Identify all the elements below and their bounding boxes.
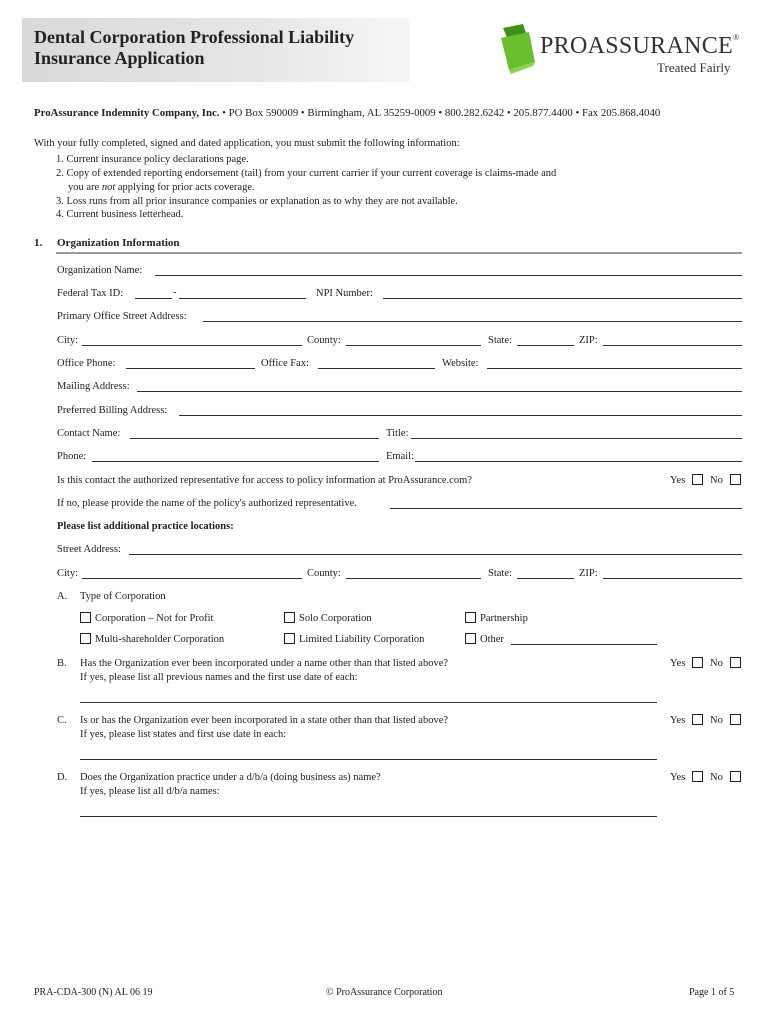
copyright: © ProAssurance Corporation [326, 987, 443, 998]
solo-corporation-label: Solo Corporation [299, 613, 372, 624]
zip-field[interactable] [603, 345, 742, 346]
tax-id-suffix-field[interactable] [179, 298, 306, 299]
question-c-yes-label: Yes [670, 715, 686, 726]
question-b-text: Has the Organization ever been incorporated under a name other than that listed above? [80, 658, 449, 669]
multi-shareholder-checkbox[interactable] [80, 633, 91, 644]
intro-item-4: 4. Current business letterhead. [56, 209, 184, 220]
page-title [34, 27, 354, 69]
intro-lead: With your fully completed, signed and dated application, you must submit the following information: [34, 138, 460, 149]
question-b-followup: If yes, please list all previous names and the first use date of each: [80, 672, 358, 683]
other-label: Other [480, 634, 504, 645]
phone-label: Phone: [57, 451, 87, 462]
additional-county-label: County: [307, 568, 341, 579]
intro-item-1: 1. Current insurance policy declarations page. [56, 154, 249, 165]
office-fax-label: Office Fax: [261, 358, 309, 369]
office-fax-field[interactable] [318, 368, 435, 369]
question-d-no-label: No [710, 772, 723, 783]
registered-mark: ® [733, 33, 740, 42]
section-title: Organization Information [57, 237, 180, 249]
llc-label: Limited Liability Corporation [299, 634, 425, 645]
additional-zip-field[interactable] [603, 578, 742, 579]
primary-address-field[interactable] [203, 321, 742, 322]
question-d-letter: D. [57, 772, 68, 783]
primary-address-label: Primary Office Street Address: [57, 311, 187, 322]
other-field[interactable] [511, 644, 657, 645]
npi-field[interactable] [383, 298, 742, 299]
email-label: Email: [386, 451, 414, 462]
question-b-letter: B. [57, 658, 67, 669]
billing-address-label: Preferred Billing Address: [57, 405, 168, 416]
question-d-answer-field[interactable] [80, 816, 657, 817]
additional-city-label: City: [57, 568, 79, 579]
authorized-yes-label: Yes [670, 475, 686, 486]
contact-title-field[interactable] [411, 438, 742, 439]
question-d-followup: If yes, please list all d/b/a names: [80, 786, 220, 797]
page-number: Page 1 of 5 [689, 987, 735, 998]
section-divider [56, 252, 742, 254]
additional-state-label: State: [488, 568, 512, 579]
question-d-yes-label: Yes [670, 772, 686, 783]
partnership-label: Partnership [480, 613, 528, 624]
phone-field[interactable] [92, 461, 379, 462]
authorized-rep-question: Is this contact the authorized representative for access to policy information at ProAssurance.com? [57, 475, 472, 486]
question-a-text: Type of Corporation [80, 591, 166, 602]
question-a-letter: A. [57, 591, 68, 602]
contact-name-field[interactable] [130, 438, 379, 439]
solo-corporation-checkbox[interactable] [284, 612, 295, 623]
contact-name-label: Contact Name: [57, 428, 121, 439]
contact-title-label: Title: [386, 428, 409, 439]
org-name-field[interactable] [155, 275, 742, 276]
intro-item-3: 3. Loss runs from all prior insurance companies or explanation as to why they are not available. [56, 196, 458, 207]
additional-state-field[interactable] [517, 578, 574, 579]
question-c-answer-field[interactable] [80, 759, 657, 760]
additional-zip-label: ZIP: [579, 568, 598, 579]
question-d-text: Does the Organization practice under a d/b/a (doing business as) name? [80, 772, 381, 783]
company-contact: • PO Box 590009 • Birmingham, AL 35259-0009 • 800.282.6242 • 205.877.4400 • Fax 205.868.4040 [219, 107, 661, 119]
question-c-followup: If yes, please list states and first use date in each: [80, 729, 287, 740]
city-field[interactable] [82, 345, 302, 346]
zip-label: ZIP: [579, 335, 598, 346]
proassurance-logo-icon [497, 22, 539, 74]
tax-id-dash: - [173, 287, 177, 298]
question-b-answer-field[interactable] [80, 702, 657, 703]
state-label: State: [488, 335, 512, 346]
question-b-yes-checkbox[interactable] [692, 657, 703, 668]
question-d-yes-checkbox[interactable] [692, 771, 703, 782]
authorized-no-label: No [710, 475, 723, 486]
question-b-yes-label: Yes [670, 658, 686, 669]
title-line-2: Insurance Application [34, 48, 205, 68]
state-field[interactable] [517, 345, 574, 346]
billing-address-field[interactable] [179, 415, 742, 416]
question-c-letter: C. [57, 715, 67, 726]
question-c-no-label: No [710, 715, 723, 726]
mailing-address-field[interactable] [137, 391, 742, 392]
company-name: ProAssurance Indemnity Company, Inc. [34, 107, 220, 119]
website-label: Website: [442, 358, 479, 369]
city-label: City: [57, 335, 79, 346]
brand-tagline: Treated Fairly [657, 60, 731, 75]
multi-shareholder-label: Multi-shareholder Corporation [95, 634, 225, 645]
office-phone-label: Office Phone: [57, 358, 116, 369]
county-label: County: [307, 335, 341, 346]
authorized-rep-name-label: If no, please provide the name of the policy's authorized representative. [57, 498, 357, 509]
mailing-address-label: Mailing Address: [57, 381, 130, 392]
section-number: 1. [34, 237, 43, 249]
additional-county-field[interactable] [346, 578, 481, 579]
question-c-no-checkbox[interactable] [730, 714, 741, 725]
corp-not-for-profit-label: Corporation – Not for Profit [95, 613, 214, 624]
llc-checkbox[interactable] [284, 633, 295, 644]
county-field[interactable] [346, 345, 481, 346]
intro-item-2: 2. Copy of extended reporting endorsement (tail) from your current carrier if your current coverage is claims-made and [56, 168, 557, 179]
authorized-yes-checkbox[interactable] [692, 474, 703, 485]
form-code: PRA-CDA-300 (N) AL 06 19 [34, 987, 153, 998]
company-info-line [34, 107, 660, 120]
title-line-1: Dental Corporation Professional Liability [34, 27, 355, 47]
question-b-no-checkbox[interactable] [730, 657, 741, 668]
question-c-text: Is or has the Organization ever been incorporated in a state other than that listed above? [80, 715, 449, 726]
npi-label: NPI Number: [316, 288, 373, 299]
org-name-label: Organization Name: [57, 265, 143, 276]
website-field[interactable] [487, 368, 742, 369]
authorized-rep-name-field[interactable] [390, 508, 742, 509]
question-c-yes-checkbox[interactable] [692, 714, 703, 725]
question-b-no-label: No [710, 658, 723, 669]
additional-street-label: Street Address: [57, 544, 121, 555]
question-d-no-checkbox[interactable] [730, 771, 741, 782]
other-checkbox[interactable] [465, 633, 476, 644]
corp-not-for-profit-checkbox[interactable] [80, 612, 91, 623]
tax-id-prefix-field[interactable] [135, 298, 172, 299]
additional-locations-heading: Please list additional practice locations: [57, 521, 234, 532]
email-field[interactable] [415, 461, 742, 462]
brand-name: PROASSURANCE® [540, 33, 740, 59]
tax-id-label: Federal Tax ID: [57, 288, 124, 299]
additional-city-field[interactable] [82, 578, 302, 579]
additional-street-field[interactable] [129, 554, 742, 555]
intro-item-2-cont: you are not applying for prior acts coverage. [68, 182, 255, 193]
office-phone-field[interactable] [126, 368, 255, 369]
authorized-no-checkbox[interactable] [730, 474, 741, 485]
partnership-checkbox[interactable] [465, 612, 476, 623]
